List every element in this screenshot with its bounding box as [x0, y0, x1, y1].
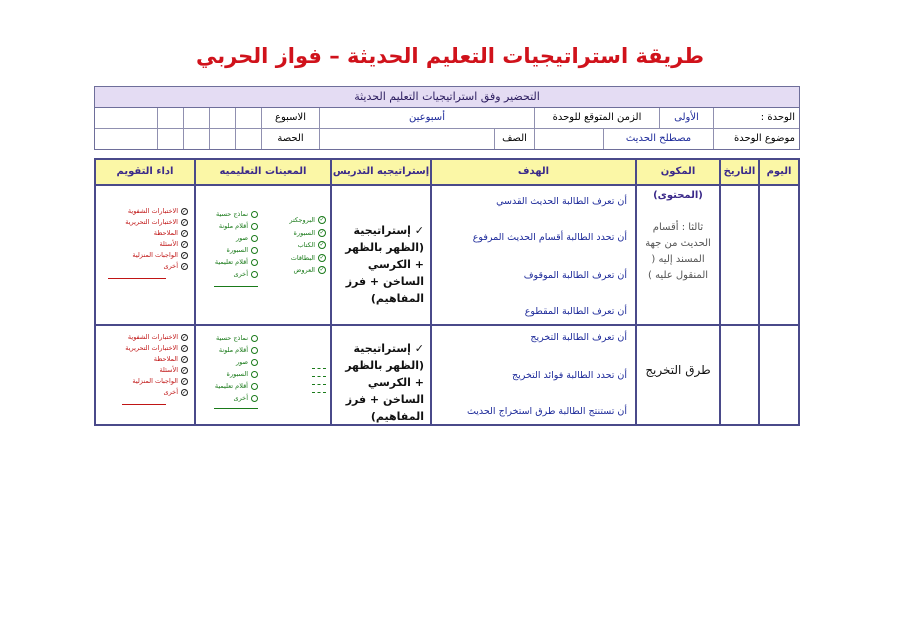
check-icon: ✓ — [181, 389, 187, 396]
aids-cell — [194, 326, 330, 424]
aids-list — [200, 332, 258, 409]
header-row-2 — [95, 129, 799, 149]
check-icon: ✓ — [414, 342, 424, 355]
date-cell — [719, 186, 758, 324]
evaluation-item: ✓ الأسئلة — [159, 366, 187, 374]
col-strategy: إستراتيجيه التدريس — [330, 160, 430, 184]
evaluation-item: ✓ الاختبارات الشفوية — [127, 207, 187, 215]
evaluation-item: ✓ الاختبارات التحريرية — [125, 218, 187, 226]
radio-icon — [251, 271, 258, 278]
goal-item: أن تعرف الطالبة المقطوع — [524, 306, 627, 317]
check-icon: ✓ — [319, 241, 325, 249]
aid-item: صور — [200, 356, 258, 368]
table-row — [96, 186, 798, 326]
table-row — [96, 326, 798, 424]
check-icon: ✓ — [181, 378, 187, 385]
check-icon: ✓ — [181, 334, 187, 341]
activity-item: ✓ العروض — [293, 266, 325, 274]
evaluation-item: ✓ أخرى — [163, 388, 187, 396]
activity-item: ✓ السبورة — [293, 228, 325, 237]
radio-icon — [251, 211, 258, 218]
strategy-cell — [330, 186, 430, 324]
check-icon: ✓ — [319, 228, 325, 236]
evaluation-item: ✓ الواجبات المنزلية — [132, 251, 187, 259]
component-text: ثالثا : أقسام الحديث من جهة المسند إليه ( المنقول عليه ) — [645, 222, 711, 281]
topic-label: موضوع الوحدة — [713, 129, 799, 149]
radio-icon — [251, 359, 258, 366]
aid-item: أقلام تعليمية — [200, 256, 258, 268]
goal-item: أن تعرف الطالبة الموقوف — [523, 270, 627, 281]
aid-item: السبورة — [200, 244, 258, 256]
check-icon: ✓ — [319, 216, 325, 224]
col-day: اليوم — [758, 160, 798, 184]
radio-icon — [251, 259, 258, 266]
duration-label: الزمن المتوقع للوحدة — [534, 108, 659, 128]
date-cell — [719, 326, 758, 424]
aids-cell — [194, 186, 330, 324]
aid-item: نماذج حسية — [200, 208, 258, 220]
radio-icon — [251, 347, 258, 354]
period-label: الحصة — [261, 129, 319, 149]
check-icon: ✓ — [319, 253, 325, 261]
header-row-1 — [95, 108, 799, 129]
aid-item: نماذج حسية — [200, 332, 258, 344]
radio-icon — [251, 335, 258, 342]
page-title: طريقة استراتيجيات التعليم الحديثة – فواز الحربي — [195, 44, 705, 68]
evaluation-cell — [96, 186, 194, 324]
aid-item: أقلام تعليمية — [200, 380, 258, 392]
day-cell — [758, 186, 798, 324]
component-text: طرق التخريج — [645, 363, 711, 377]
check-icon: ✓ — [181, 263, 187, 270]
goal-cell — [430, 326, 635, 424]
check-icon: ✓ — [181, 208, 187, 215]
radio-icon — [251, 235, 258, 242]
activity-list — [312, 362, 326, 393]
col-aids: المعينات التعليميه — [194, 160, 330, 184]
week-label: الاسبوع — [261, 108, 319, 128]
evaluation-item: ✓ الواجبات المنزلية — [132, 377, 187, 385]
duration-value: أسبوعين — [319, 108, 534, 128]
component-cell — [635, 186, 719, 324]
aid-item: أخرى — [200, 392, 258, 404]
aid-item: أقلام ملونة — [200, 344, 258, 356]
aids-list — [200, 208, 258, 287]
goal-item: أن تعرف الطالبة الحديث القدسي — [496, 196, 627, 207]
col-component: المكون (المحتوى) — [635, 160, 719, 184]
aid-item: صور — [200, 232, 258, 244]
goal-item: أن تحدد الطالبة فوائد التخريج — [511, 370, 627, 381]
activity-list — [268, 214, 326, 277]
check-icon: ✓ — [181, 219, 187, 226]
evaluation-item: ✓ الأسئلة — [159, 240, 187, 248]
evaluation-list — [104, 206, 192, 279]
radio-icon — [251, 383, 258, 390]
evaluation-cell — [96, 326, 194, 424]
col-goal: الهدف — [430, 160, 635, 184]
check-icon: ✓ — [181, 241, 187, 248]
goal-cell — [430, 186, 635, 324]
aid-item: أخرى — [200, 268, 258, 280]
col-evaluation: اداء التقويم — [116, 166, 174, 177]
banner: التحضير وفق استراتيجيات التعليم الحديثة — [95, 87, 799, 108]
check-icon: ✓ — [414, 224, 424, 237]
goal-item: أن تستنتج الطالبة طرق استخراج الحديث — [466, 406, 627, 417]
radio-icon — [251, 371, 258, 378]
aid-item: السبورة — [200, 368, 258, 380]
check-icon: ✓ — [181, 345, 187, 352]
strategy-text: ✓ إستراتيجية (الظهر بالظهر + الكرسي الساخن + فرز المفاهيم) — [345, 342, 424, 423]
radio-icon — [251, 247, 258, 254]
goal-item: أن تحدد الطالبة أقسام الحديث المرفوع — [472, 232, 627, 243]
activity-item: ✓ البطاقات — [290, 253, 325, 262]
check-icon: ✓ — [181, 367, 187, 374]
aid-item: أقلام ملونة — [200, 220, 258, 232]
lesson-plan-table — [94, 158, 800, 426]
check-icon: ✓ — [181, 230, 187, 237]
component-cell — [635, 326, 719, 424]
strategy-text: ✓ إستراتيجية (الظهر بالظهر + الكرسي الساخن + فرز المفاهيم) — [345, 224, 424, 305]
radio-icon — [251, 223, 258, 230]
evaluation-item: ✓ أخرى — [163, 262, 187, 270]
goal-item: أن تعرف الطالبة التخريج — [530, 332, 627, 343]
check-icon: ✓ — [319, 266, 325, 274]
evaluation-item: ✓ الملاحظة — [153, 355, 187, 363]
check-icon: ✓ — [181, 356, 187, 363]
day-cell — [758, 326, 798, 424]
evaluation-list — [104, 332, 192, 405]
topic-value: مصطلح الحديث — [603, 129, 713, 149]
activity-item: ✓ الكتاب — [297, 241, 325, 249]
strategy-cell — [330, 326, 430, 424]
unit-info-header — [94, 86, 800, 150]
class-label: الصف — [494, 129, 534, 149]
radio-icon — [251, 395, 258, 402]
check-icon: ✓ — [181, 252, 187, 259]
evaluation-item: ✓ الملاحظة — [153, 229, 187, 237]
evaluation-item: ✓ الاختبارات التحريرية — [125, 344, 187, 352]
table-header-row — [96, 160, 798, 201]
evaluation-item: ✓ الاختبارات الشفوية — [127, 333, 187, 341]
col-date: التاريخ — [719, 160, 758, 184]
unit-label: الوحدة : — [713, 108, 799, 128]
unit-value: الأولى — [659, 108, 713, 128]
activity-item: ✓ البروجكتر — [289, 216, 325, 224]
